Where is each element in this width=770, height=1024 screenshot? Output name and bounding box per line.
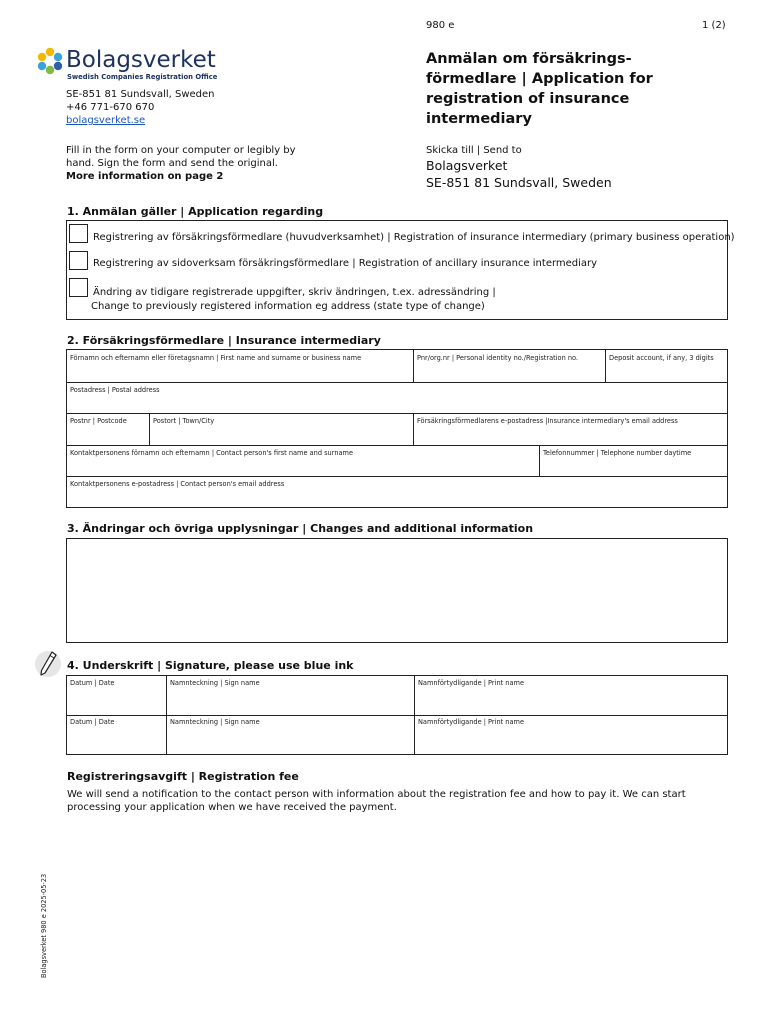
section2-grid bbox=[66, 349, 728, 508]
field-phone[interactable]: Telefonnummer | Telephone number daytime bbox=[543, 449, 692, 457]
field-contact-email[interactable]: Kontaktpersonens e-postadress | Contact person's email address bbox=[70, 480, 285, 488]
title-line: förmedlare | Application for bbox=[426, 71, 653, 87]
option-change-label: Ändring av tidigare registrerade uppgifter, skriv ändringen, t.ex. adressändring | bbox=[93, 287, 496, 298]
send-to-name: Bolagsverket bbox=[426, 158, 508, 173]
field-postcode[interactable]: Postnr | Postcode bbox=[70, 417, 127, 425]
footer-vertical-text: Bolagsverket 980 e 2025-05-23 bbox=[40, 873, 48, 978]
send-to-label: Skicka till | Send to bbox=[426, 145, 522, 156]
pen-icon bbox=[34, 647, 62, 679]
field-contact-name[interactable]: Kontaktpersonens förnamn och efternamn | Contact person's first name and surname bbox=[70, 449, 354, 457]
form-title bbox=[426, 49, 746, 129]
instructions-line1: Fill in the form on your computer or legibly by bbox=[66, 145, 296, 156]
section4-title: 4. Underskrift | Signature, please use blue ink bbox=[67, 659, 354, 672]
page-indicator: 1 (2) bbox=[702, 20, 726, 31]
website-link[interactable]: bolagsverket.se bbox=[66, 115, 146, 126]
title-line: intermediary bbox=[426, 111, 532, 127]
instructions-line2: hand. Sign the form and send the original. bbox=[66, 158, 278, 169]
option-ancillary-label: Registrering av sidoverksam försäkringsförmedlare | Registration of ancillary insurance intermediary bbox=[93, 258, 598, 269]
sig-sign-2[interactable]: Namnteckning | Sign name bbox=[170, 718, 260, 726]
contact-phone: +46 771-670 670 bbox=[66, 102, 155, 113]
more-info: More information on page 2 bbox=[66, 171, 224, 182]
sig-print-2[interactable]: Namnförtydligande | Print name bbox=[418, 718, 525, 726]
section3-title: 3. Ändringar och övriga upplysningar | Changes and additional information bbox=[67, 522, 534, 535]
contact-address: SE-851 81 Sundsvall, Sweden bbox=[66, 89, 215, 100]
checkbox-primary[interactable] bbox=[69, 224, 88, 243]
changes-textarea[interactable] bbox=[66, 538, 728, 643]
sig-print-1[interactable]: Namnförtydligande | Print name bbox=[418, 679, 525, 687]
section2-title: 2. Försäkringsförmedlare | Insurance intermediary bbox=[67, 334, 381, 347]
option-primary-label: Registrering av försäkringsförmedlare (huvudverksamhet) | Registration of insurance intermediary (primary business operation) bbox=[93, 232, 735, 243]
option-change-label2: Change to previously registered information eg address (state type of change) bbox=[91, 301, 485, 312]
title-line: Anmälan om försäkrings- bbox=[426, 51, 632, 67]
sig-date-2[interactable]: Datum | Date bbox=[70, 718, 115, 726]
fee-text-line1: We will send a notification to the contact person with information about the registration fee and how to pay it. We can start bbox=[67, 789, 686, 800]
fee-text-line2: processing your application when we have received the payment. bbox=[67, 802, 397, 813]
signature-grid bbox=[66, 675, 728, 755]
field-deposit[interactable]: Deposit account, if any, 3 digits bbox=[609, 354, 714, 362]
field-town[interactable]: Postort | Town/City bbox=[153, 417, 215, 425]
brand-subtitle: Swedish Companies Registration Office bbox=[67, 73, 218, 81]
section1-box bbox=[66, 220, 735, 320]
checkbox-ancillary[interactable] bbox=[69, 251, 88, 270]
field-postal-address[interactable]: Postadress | Postal address bbox=[70, 386, 160, 394]
field-name[interactable]: Förnamn och efternamn eller företagsnamn | First name and surname or business name bbox=[70, 354, 362, 362]
send-to-address: SE-851 81 Sundsvall, Sweden bbox=[426, 175, 612, 190]
field-pnr[interactable]: Pnr/org.nr | Personal identity no./Registration no. bbox=[417, 354, 579, 362]
checkbox-change[interactable] bbox=[69, 278, 88, 297]
fee-title: Registreringsavgift | Registration fee bbox=[67, 770, 299, 783]
brand-name: Bolagsverket bbox=[66, 47, 216, 73]
sig-sign-1[interactable]: Namnteckning | Sign name bbox=[170, 679, 260, 687]
sig-date-1[interactable]: Datum | Date bbox=[70, 679, 115, 687]
field-email[interactable]: Försäkringsförmedlarens e-postadress |Insurance intermediary's email address bbox=[417, 417, 678, 425]
form-number: 980 e bbox=[426, 20, 455, 31]
flower-logo-icon bbox=[37, 47, 63, 75]
title-line: registration of insurance bbox=[426, 91, 630, 107]
section1-title: 1. Anmälan gäller | Application regarding bbox=[67, 205, 324, 218]
